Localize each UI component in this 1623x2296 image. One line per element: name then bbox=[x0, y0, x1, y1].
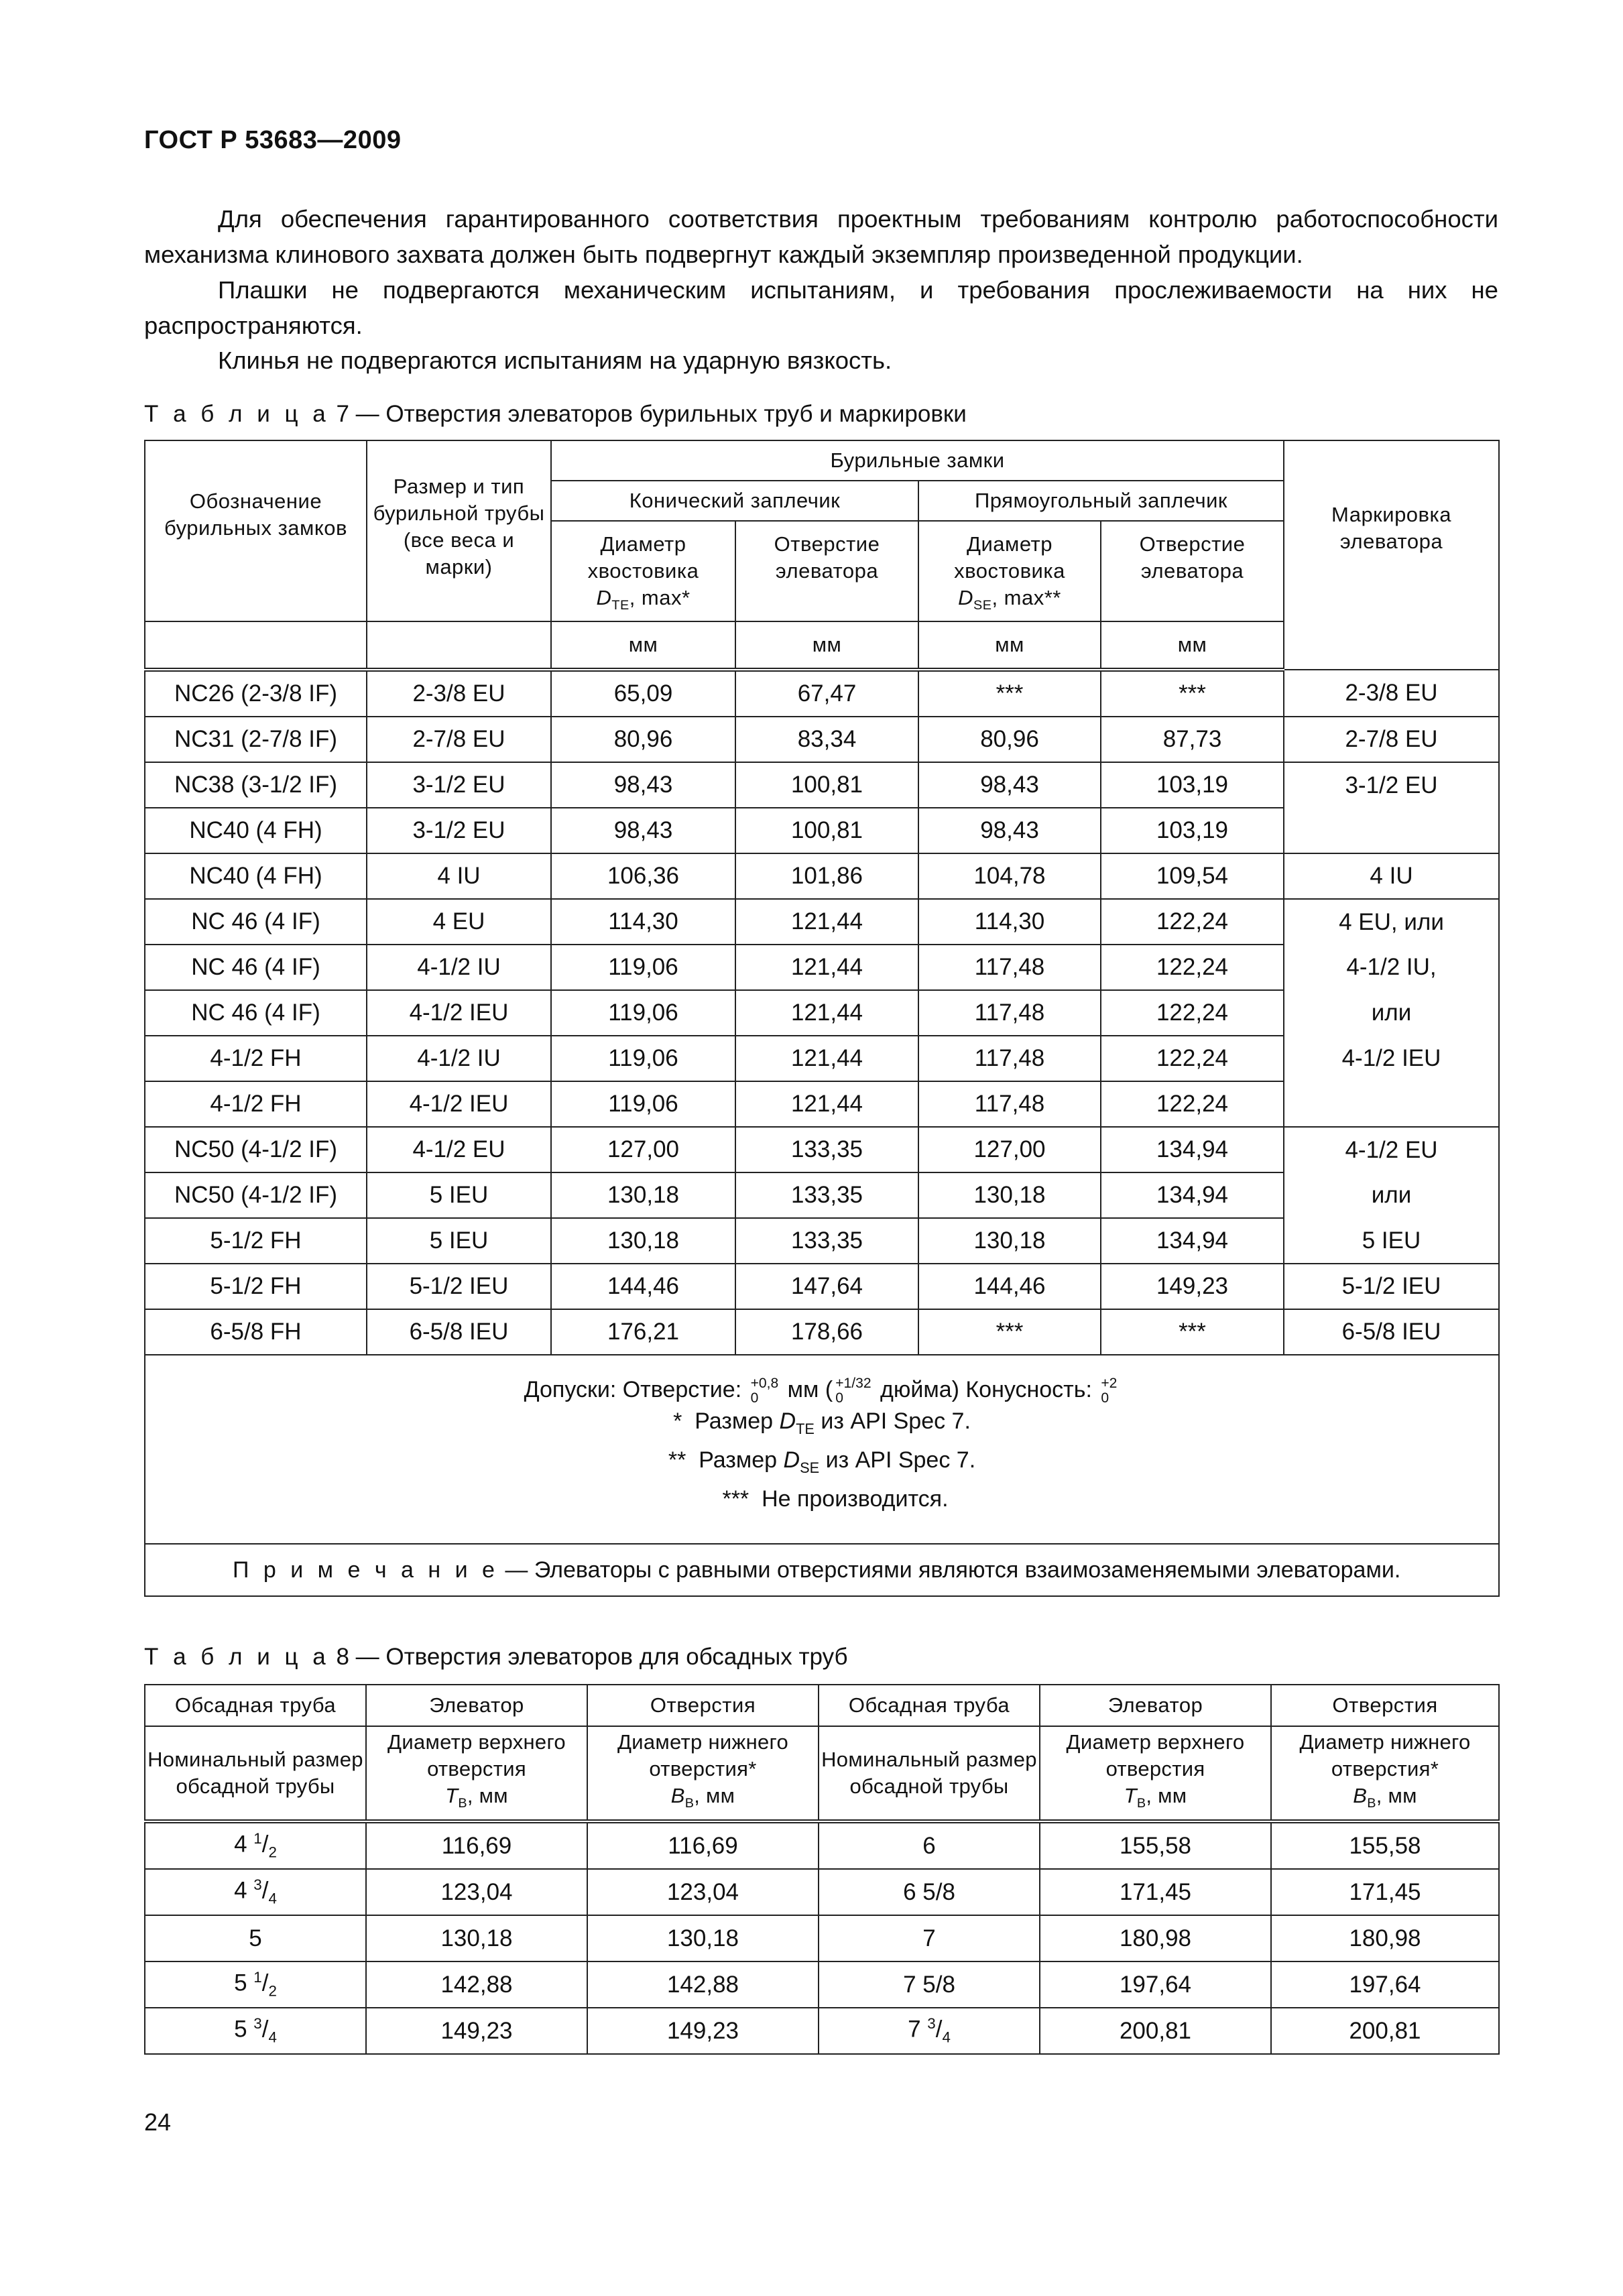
unit-mm: мм bbox=[551, 621, 735, 670]
cell-marking: 4-1/2 IEU bbox=[1284, 1036, 1499, 1081]
header-upper-bore-diameter: Диаметр верхнего отверстия $T_B$, мм bbox=[366, 1726, 587, 1821]
cell-value: 142,88 bbox=[366, 1961, 587, 2008]
cell-value: *** bbox=[918, 1309, 1101, 1355]
cell-value: 117,48 bbox=[918, 990, 1101, 1036]
cell-value: 83,34 bbox=[735, 717, 918, 762]
paragraph-1: Для обеспечения гарантированного соответствия проектным требованиям контролю работоспособности механизма клинового захвата должен быть подвергнут каждый экземпляр произведенной продукции. bbox=[144, 205, 1498, 268]
cell-marking: 4-1/2 IU, bbox=[1284, 945, 1499, 990]
cell-casing-size: 4 $^3/_4$ bbox=[145, 1869, 366, 1915]
cell-value: 122,24 bbox=[1101, 945, 1284, 990]
table-row bbox=[145, 762, 1499, 808]
cell-size: 2-7/8 EU bbox=[367, 717, 551, 762]
header-pin-diameter-te: Диаметр хвостовика $D_{TE}$, max* bbox=[551, 521, 735, 621]
cell-designation: NC 46 (4 IF) bbox=[145, 990, 367, 1036]
page-number: 24 bbox=[144, 2108, 172, 2136]
cell-value: 98,43 bbox=[918, 808, 1101, 853]
header-nominal-size: Номинальный размер обсадной трубы bbox=[819, 1726, 1040, 1821]
cell-value: 87,73 bbox=[1101, 717, 1284, 762]
cell-marking: или bbox=[1284, 990, 1499, 1036]
header-marking: Маркировка элеватора bbox=[1284, 440, 1499, 670]
tolerances-and-footnotes bbox=[145, 1355, 1499, 1544]
cell-value: 130,18 bbox=[918, 1172, 1101, 1218]
unit-mm: мм bbox=[735, 621, 918, 670]
cell-value: 119,06 bbox=[551, 1081, 735, 1127]
cell-marking: или bbox=[1284, 1172, 1499, 1218]
cell-value: 121,44 bbox=[735, 1081, 918, 1127]
table7-caption: Т а б л и ц а 7 — Отверстия элеваторов бурильных труб и маркировки bbox=[144, 401, 967, 427]
header-elevator-bore-2: Отверстие элеватора bbox=[1101, 521, 1284, 621]
cell-marking-empty bbox=[1284, 808, 1499, 853]
cell-value: 117,48 bbox=[918, 1081, 1101, 1127]
cell-value: 127,00 bbox=[918, 1127, 1101, 1172]
footnote-3: *** Не производится. bbox=[722, 1486, 949, 1512]
table-row bbox=[145, 1915, 1499, 1961]
cell-size: 4-1/2 EU bbox=[367, 1127, 551, 1172]
header-pin-diameter-se: Диаметр хвостовика $D_{SE}$, max** bbox=[918, 521, 1101, 621]
cell-size: 4-1/2 IEU bbox=[367, 1081, 551, 1127]
units-blank-2 bbox=[367, 621, 551, 670]
header-upper-bore-diameter: Диаметр верхнего отверстия $T_B$, мм bbox=[1040, 1726, 1271, 1821]
table8-caption: Т а б л и ц а 8 — Отверстия элеваторов для обсадных труб bbox=[144, 1644, 848, 1670]
table-row bbox=[145, 2008, 1499, 2054]
cell-designation: NC 46 (4 IF) bbox=[145, 899, 367, 945]
cell-value: 130,18 bbox=[918, 1218, 1101, 1264]
header-size-type: Размер и тип бурильной трубы (все веса и марки) bbox=[367, 440, 551, 621]
document-header: ГОСТ Р 53683—2009 bbox=[144, 126, 402, 154]
cell-value: 134,94 bbox=[1101, 1218, 1284, 1264]
header-elevator: Элеватор bbox=[1040, 1685, 1271, 1726]
cell-value: 200,81 bbox=[1040, 2008, 1271, 2054]
cell-value: 106,36 bbox=[551, 853, 735, 899]
cell-designation: NC31 (2-7/8 IF) bbox=[145, 717, 367, 762]
cell-value: 200,81 bbox=[1271, 2008, 1499, 2054]
cell-value: 147,64 bbox=[735, 1264, 918, 1309]
cell-value: 80,96 bbox=[551, 717, 735, 762]
header-elevator: Элеватор bbox=[366, 1685, 587, 1726]
footnote-1: * Размер $D_{TE}$ из API Spec 7. bbox=[673, 1408, 971, 1437]
cell-value: 65,09 bbox=[551, 670, 735, 717]
table-row bbox=[145, 1036, 1499, 1081]
cell-value: 98,43 bbox=[918, 762, 1101, 808]
header-conical-shoulder: Конический заплечик bbox=[551, 481, 918, 521]
cell-casing-size: 6 5/8 bbox=[819, 1869, 1040, 1915]
cell-designation: NC50 (4-1/2 IF) bbox=[145, 1127, 367, 1172]
header-casing: Обсадная труба bbox=[819, 1685, 1040, 1726]
cell-value: 130,18 bbox=[587, 1915, 819, 1961]
cell-designation: 6-5/8 FH bbox=[145, 1309, 367, 1355]
cell-value: 144,46 bbox=[551, 1264, 735, 1309]
cell-size: 4-1/2 IU bbox=[367, 945, 551, 990]
cell-value: *** bbox=[918, 670, 1101, 717]
cell-size: 4 IU bbox=[367, 853, 551, 899]
cell-value: 134,94 bbox=[1101, 1172, 1284, 1218]
cell-casing-size: 4 $^1/_2$ bbox=[145, 1821, 366, 1869]
header-bores: Отверстия bbox=[1271, 1685, 1499, 1726]
cell-value: 149,23 bbox=[587, 2008, 819, 2054]
cell-value: 122,24 bbox=[1101, 990, 1284, 1036]
cell-value: 142,88 bbox=[587, 1961, 819, 2008]
table7-note: П р и м е ч а н и е — Элеваторы с равными отверстиями являются взаимозаменяемыми элеваторами. bbox=[145, 1544, 1499, 1596]
cell-value: 121,44 bbox=[735, 945, 918, 990]
cell-value: *** bbox=[1101, 1309, 1284, 1355]
cell-value: 180,98 bbox=[1040, 1915, 1271, 1961]
cell-value: 119,06 bbox=[551, 1036, 735, 1081]
cell-value: 103,19 bbox=[1101, 808, 1284, 853]
cell-casing-size: 7 $^3/_4$ bbox=[819, 2008, 1040, 2054]
cell-value: 116,69 bbox=[366, 1821, 587, 1869]
cell-size: 3-1/2 EU bbox=[367, 762, 551, 808]
cell-marking: 2-3/8 EU bbox=[1284, 670, 1499, 717]
cell-value: 155,58 bbox=[1271, 1821, 1499, 1869]
table-row bbox=[145, 853, 1499, 899]
cell-casing-size: 5 bbox=[145, 1915, 366, 1961]
cell-marking: 5 IEU bbox=[1284, 1218, 1499, 1264]
header-lower-bore-diameter: Диаметр нижнего отверстия* $B_B$, мм bbox=[1271, 1726, 1499, 1821]
cell-value: 133,35 bbox=[735, 1172, 918, 1218]
header-lower-bore-diameter: Диаметр нижнего отверстия* $B_B$, мм bbox=[587, 1726, 819, 1821]
cell-value: 155,58 bbox=[1040, 1821, 1271, 1869]
cell-value: 121,44 bbox=[735, 990, 918, 1036]
table8-casing-elevator-bores bbox=[144, 1684, 1500, 2055]
cell-marking: 2-7/8 EU bbox=[1284, 717, 1499, 762]
cell-designation: NC40 (4 FH) bbox=[145, 853, 367, 899]
cell-value: 114,30 bbox=[918, 899, 1101, 945]
table-row bbox=[145, 717, 1499, 762]
cell-value: 130,18 bbox=[551, 1218, 735, 1264]
cell-value: 100,81 bbox=[735, 808, 918, 853]
cell-value: 197,64 bbox=[1271, 1961, 1499, 2008]
cell-marking: 4 EU, или bbox=[1284, 899, 1499, 945]
cell-value: 178,66 bbox=[735, 1309, 918, 1355]
table-row bbox=[145, 1869, 1499, 1915]
cell-marking: 5-1/2 IEU bbox=[1284, 1264, 1499, 1309]
cell-marking: 6-5/8 IEU bbox=[1284, 1309, 1499, 1355]
cell-size: 5-1/2 IEU bbox=[367, 1264, 551, 1309]
cell-value: 121,44 bbox=[735, 1036, 918, 1081]
table-row bbox=[145, 945, 1499, 990]
table-row bbox=[145, 808, 1499, 853]
cell-value: 171,45 bbox=[1040, 1869, 1271, 1915]
header-square-shoulder: Прямоугольный заплечик bbox=[918, 481, 1284, 521]
cell-casing-size: 5 $^3/_4$ bbox=[145, 2008, 366, 2054]
cell-value: 180,98 bbox=[1271, 1915, 1499, 1961]
cell-value: 171,45 bbox=[1271, 1869, 1499, 1915]
cell-value: 130,18 bbox=[366, 1915, 587, 1961]
header-nominal-size: Номинальный размер обсадной трубы bbox=[145, 1726, 366, 1821]
cell-value: 104,78 bbox=[918, 853, 1101, 899]
cell-value: 122,24 bbox=[1101, 1081, 1284, 1127]
units-blank-1 bbox=[145, 621, 367, 670]
cell-value: 133,35 bbox=[735, 1218, 918, 1264]
cell-casing-size: 5 $^1/_2$ bbox=[145, 1961, 366, 2008]
cell-casing-size: 7 bbox=[819, 1915, 1040, 1961]
cell-value: 127,00 bbox=[551, 1127, 735, 1172]
table-row bbox=[145, 1821, 1499, 1869]
cell-size: 6-5/8 IEU bbox=[367, 1309, 551, 1355]
paragraph-2: Плашки не подвергаются механическим испытаниям, и требования прослеживаемости на них не распространяются. bbox=[144, 276, 1498, 339]
cell-value: 98,43 bbox=[551, 762, 735, 808]
cell-size: 4-1/2 IEU bbox=[367, 990, 551, 1036]
footnote-2: ** Размер $D_{SE}$ из API Spec 7. bbox=[668, 1447, 976, 1476]
unit-mm: мм bbox=[918, 621, 1101, 670]
cell-value: 133,35 bbox=[735, 1127, 918, 1172]
cell-designation: NC 46 (4 IF) bbox=[145, 945, 367, 990]
cell-casing-size: 7 5/8 bbox=[819, 1961, 1040, 2008]
cell-value: 130,18 bbox=[551, 1172, 735, 1218]
cell-value: 109,54 bbox=[1101, 853, 1284, 899]
table-row bbox=[145, 1172, 1499, 1218]
header-tool-joints: Бурильные замки bbox=[551, 440, 1284, 481]
cell-value: 197,64 bbox=[1040, 1961, 1271, 2008]
table-row bbox=[145, 1264, 1499, 1309]
cell-marking: 4 IU bbox=[1284, 853, 1499, 899]
cell-value: 149,23 bbox=[1101, 1264, 1284, 1309]
cell-marking: 3-1/2 EU bbox=[1284, 762, 1499, 808]
cell-designation: NC50 (4-1/2 IF) bbox=[145, 1172, 367, 1218]
table-row bbox=[145, 899, 1499, 945]
cell-value: *** bbox=[1101, 670, 1284, 717]
cell-value: 119,06 bbox=[551, 990, 735, 1036]
table-row bbox=[145, 1961, 1499, 2008]
header-designation: Обозначение бурильных замков bbox=[145, 440, 367, 621]
cell-size: 4 EU bbox=[367, 899, 551, 945]
unit-mm: мм bbox=[1101, 621, 1284, 670]
cell-marking: 4-1/2 EU bbox=[1284, 1127, 1499, 1172]
cell-value: 98,43 bbox=[551, 808, 735, 853]
table-row bbox=[145, 1127, 1499, 1172]
header-casing: Обсадная труба bbox=[145, 1685, 366, 1726]
header-elevator-bore-1: Отверстие элеватора bbox=[735, 521, 918, 621]
cell-designation: NC26 (2-3/8 IF) bbox=[145, 670, 367, 717]
cell-value: 117,48 bbox=[918, 1036, 1101, 1081]
cell-size: 4-1/2 IU bbox=[367, 1036, 551, 1081]
cell-size: 5 IEU bbox=[367, 1218, 551, 1264]
cell-value: 117,48 bbox=[918, 945, 1101, 990]
cell-value: 176,21 bbox=[551, 1309, 735, 1355]
cell-value: 122,24 bbox=[1101, 1036, 1284, 1081]
cell-value: 101,86 bbox=[735, 853, 918, 899]
cell-value: 122,24 bbox=[1101, 899, 1284, 945]
paragraph-3: Клинья не подвергаются испытаниям на ударную вязкость. bbox=[218, 347, 892, 374]
cell-size: 2-3/8 EU bbox=[367, 670, 551, 717]
cell-value: 114,30 bbox=[551, 899, 735, 945]
cell-value: 144,46 bbox=[918, 1264, 1101, 1309]
cell-value: 123,04 bbox=[366, 1869, 587, 1915]
cell-value: 119,06 bbox=[551, 945, 735, 990]
cell-value: 123,04 bbox=[587, 1869, 819, 1915]
cell-designation: 4-1/2 FH bbox=[145, 1081, 367, 1127]
table-row bbox=[145, 670, 1499, 717]
tolerance-line: Допуски: Отверстие: +0,8 0 мм ( +1/32 0 дюйма) Конусность: +2 0 bbox=[524, 1375, 1118, 1406]
cell-casing-size: 6 bbox=[819, 1821, 1040, 1869]
cell-designation: NC40 (4 FH) bbox=[145, 808, 367, 853]
table-row bbox=[145, 990, 1499, 1036]
header-bores: Отверстия bbox=[587, 1685, 819, 1726]
cell-designation: 4-1/2 FH bbox=[145, 1036, 367, 1081]
cell-value: 80,96 bbox=[918, 717, 1101, 762]
table-row bbox=[145, 1309, 1499, 1355]
cell-value: 100,81 bbox=[735, 762, 918, 808]
cell-value: 116,69 bbox=[587, 1821, 819, 1869]
cell-designation: 5-1/2 FH bbox=[145, 1218, 367, 1264]
cell-designation: 5-1/2 FH bbox=[145, 1264, 367, 1309]
cell-value: 121,44 bbox=[735, 899, 918, 945]
cell-designation: NC38 (3-1/2 IF) bbox=[145, 762, 367, 808]
cell-value: 67,47 bbox=[735, 670, 918, 717]
cell-value: 134,94 bbox=[1101, 1127, 1284, 1172]
table7-drill-pipe-elevator-bores bbox=[144, 440, 1500, 1597]
cell-marking-empty bbox=[1284, 1081, 1499, 1127]
cell-size: 3-1/2 EU bbox=[367, 808, 551, 853]
cell-value: 149,23 bbox=[366, 2008, 587, 2054]
table-row bbox=[145, 1081, 1499, 1127]
table-row bbox=[145, 1218, 1499, 1264]
cell-size: 5 IEU bbox=[367, 1172, 551, 1218]
cell-value: 103,19 bbox=[1101, 762, 1284, 808]
